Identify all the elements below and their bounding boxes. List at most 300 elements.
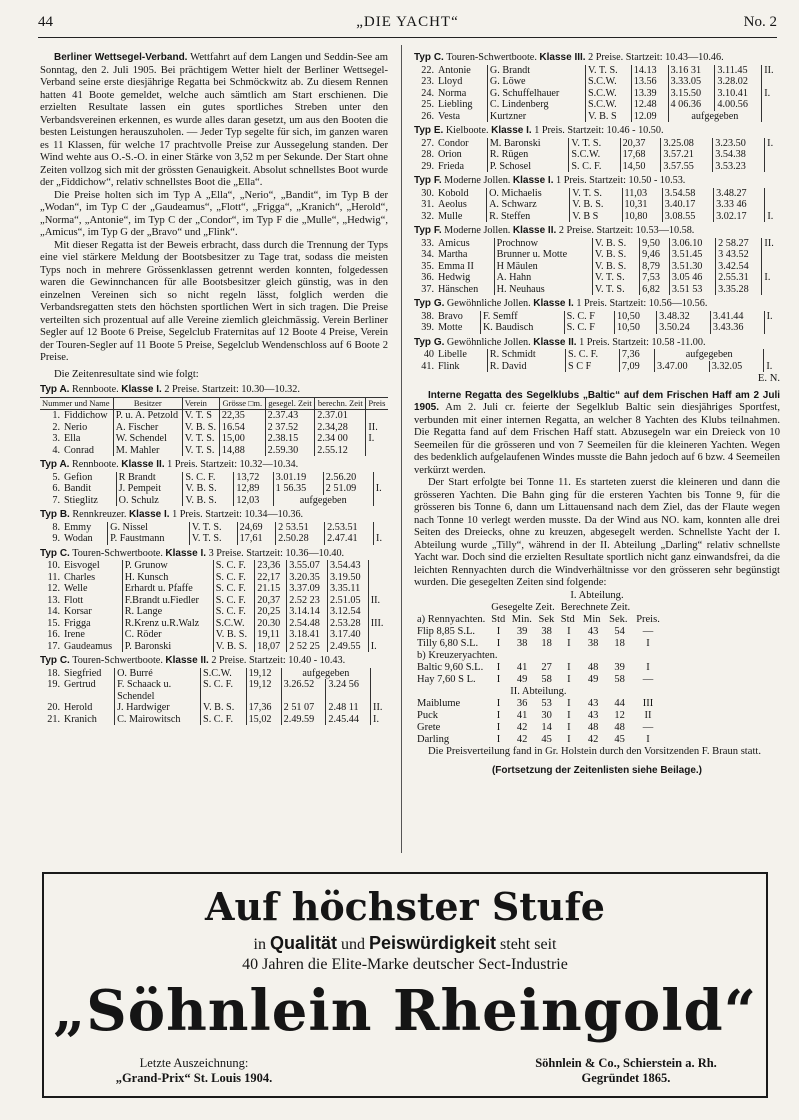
baltic-times-table: [414, 602, 663, 746]
cell-name: Aeolus: [438, 199, 467, 210]
cell-z2: 3.54.38: [713, 149, 765, 161]
cell-g: 22,17: [255, 572, 287, 584]
class-heading: [414, 125, 780, 138]
cell-z2: 2.48 11: [326, 702, 371, 714]
cell-own: P. Grunow: [122, 560, 213, 572]
cell-g: 8,79: [640, 261, 670, 273]
cell-p: I.: [373, 483, 388, 495]
cell-g: 7,53: [640, 272, 670, 284]
cell-z2: 3.35.28: [716, 284, 762, 296]
class-start: Startzeit: 10.34—10.36.: [205, 509, 304, 520]
results-table: [414, 65, 780, 123]
cell-own: O. Schulz: [116, 495, 183, 507]
class-prizes: 2 Preise.: [558, 225, 594, 236]
cell-z2: 3.28.02: [715, 76, 762, 88]
cell-g: 19,12: [246, 668, 281, 680]
cell-v: V. T. S.: [189, 522, 237, 534]
baltic-title: Interne Regatta des Segelklubs „Baltic“ auf dem Frischen Haff am 2 Juli 1905.: [414, 389, 780, 413]
cell-v: S.C.W.: [585, 76, 631, 88]
class-name: Klasse I.: [121, 384, 162, 395]
cell-name: Stieglitz: [64, 494, 98, 506]
cell-a: I: [496, 662, 501, 673]
cell-g: 20,37: [620, 138, 661, 150]
class-heading: [40, 548, 388, 561]
cell-name: Herold: [64, 702, 93, 713]
times-row: [414, 674, 663, 686]
cell-v: S. C. F.: [213, 572, 255, 584]
cell-n: 16.: [47, 629, 60, 640]
class-name: Klasse I.: [491, 125, 532, 136]
cell-z1: 3.57.21: [661, 149, 713, 161]
cell-v: S. C. F.: [213, 560, 255, 572]
cell-n: 14.: [47, 606, 60, 617]
cell-v: S. C. F.: [201, 714, 247, 726]
cell-g: 20,25: [255, 606, 287, 618]
cell-n: 11.: [47, 571, 60, 583]
cell-name: Kobold: [438, 187, 469, 199]
cell-p: [762, 76, 780, 88]
cell-p: I: [646, 734, 650, 745]
cell-f: 58: [614, 674, 625, 685]
cell-g: 9,46: [640, 249, 670, 261]
table-row: [414, 311, 780, 323]
cell-z2: 3.12.54: [327, 606, 368, 618]
class-prizes: 3 Preise.: [208, 547, 244, 559]
cell-own: Schendel: [115, 691, 201, 703]
cell-p: I.: [765, 138, 780, 150]
cell-e: 38: [587, 638, 599, 649]
cell-f: 54: [614, 626, 625, 637]
cell-c: 53: [541, 698, 552, 709]
cell-p: II.: [762, 65, 780, 77]
cell-own: Prochnow: [494, 238, 592, 250]
cell-z2: 2.53.51: [325, 522, 374, 534]
cell-d: I: [567, 638, 571, 649]
cell-own: R. David: [487, 361, 565, 373]
cell-d: I: [567, 698, 571, 709]
cell-p: I: [646, 662, 650, 673]
cell-n: 2.: [52, 421, 60, 433]
cell-g: 17,36: [246, 702, 281, 714]
class-prizes: 1 Preis.: [556, 175, 587, 186]
table-row: [414, 284, 780, 296]
cell-g: 10,80: [622, 211, 662, 223]
cell-name: Orion: [438, 149, 462, 160]
ad-subline: in Qualität und Peiswürdigkeit steht seit: [253, 933, 557, 953]
class-type: Typ G.: [414, 298, 445, 309]
cell-name: Welle: [64, 583, 88, 594]
cell-z2: 2.49.55: [327, 641, 368, 653]
cell-own: R. Steffen: [487, 211, 570, 223]
page-number: 44: [38, 14, 53, 30]
cell-n: 31.: [421, 199, 434, 210]
cell-z2: 2.55.31: [716, 272, 762, 284]
cell-v: V. T. S.: [592, 272, 639, 284]
cell-own: H Mäulen: [494, 261, 592, 273]
cell-b: 49: [516, 674, 528, 685]
cell-own: C. Mairowitsch: [115, 714, 201, 726]
results-table: [414, 138, 780, 173]
cell-z1: 3.05 46: [669, 272, 715, 284]
cell-z1: [281, 691, 326, 703]
cell-name: Gefion: [64, 471, 93, 483]
cell-g: 13,72: [234, 472, 273, 484]
cell-b: 36: [516, 698, 528, 709]
table-row: [40, 560, 388, 572]
table-row: [414, 88, 780, 100]
prizes-paragraph: Die Preise holten sich im Typ A „Ella“, „Nerio“, „Bandit“, im Typ B der „Wodan“, im Typ C der „Gaudeamus“, „Flott“, „Frigga“, „Kranich“, „Herold“, „Norma“, „Antonie“, im Typ C der „Condor“, im Typ F die „Mulle“, „Hedwig“, „Amicus“, im Typ G der „Bravo“ und „Flink“.: [40, 189, 388, 238]
cell-n: 15.: [47, 617, 60, 629]
cell-n: 32.: [421, 210, 434, 222]
class-name: Klasse I.: [533, 298, 574, 309]
cell-p: I.: [371, 714, 388, 726]
cell-z2: 3.10.41: [715, 88, 762, 100]
cell-name: Grete: [417, 722, 441, 733]
cell-z1: 3.40.17: [662, 199, 713, 211]
cell-v: S.C.W.: [213, 618, 255, 630]
cell-name: Emma II: [438, 260, 474, 272]
cell-z2: 3 43.52: [716, 249, 762, 261]
cell-z1: 2.37.43: [265, 410, 315, 422]
cell-p: II: [644, 710, 652, 721]
cell-p: [366, 410, 388, 422]
results-table: [414, 311, 780, 334]
cell-v: S. C. F: [564, 322, 614, 334]
cell-name: Baltic 9,60 S.L.: [417, 662, 484, 673]
cell-a: I: [496, 698, 501, 709]
baltic-paragraph: Interne Regatta des Segelklubs „Baltic“ auf dem Frischen Haff am 2 Juli 1905. Am 2. Juli cr. feierte der Segelklub Baltic sein diesjähriges Sportfest, verbunden mit einer internen Regatta, an welcher 8 Yachten des Klubs teilnahmen. Die Regatta fand auf dem Frischen Haff statt. Abzusegeln war ein Dreieck von 10 Seemeilen für die grösseren und von 7 Seemeilen für die kleineren Yachten. Wegen des bedenklich aufgelaufenen Windes musste die Bahn jedoch auf 6 bzw. 4 Seemeilen verkürzt werden.: [414, 389, 780, 476]
cell-z1: 3.01.19: [273, 472, 323, 484]
cell-p: [762, 261, 780, 273]
class-kind: Gewöhnliche Jollen.: [446, 336, 531, 348]
class-type: Typ F.: [414, 175, 442, 186]
cell-g: 14,50: [620, 161, 661, 173]
cell-p: [765, 199, 780, 211]
cell-z1: 3.51.30: [669, 261, 715, 273]
cell-z1: 3.18.41: [287, 629, 328, 641]
cell-g: 18,07: [255, 641, 287, 653]
cell-name: Eisvogel: [64, 560, 100, 571]
cell-b: 41: [516, 710, 528, 721]
class-start: Startzeit: 10.36—10.40.: [246, 547, 345, 559]
cell-v: V. T. S.: [189, 533, 237, 545]
cell-n: 1.: [52, 410, 60, 421]
class-type: Typ E.: [414, 125, 444, 136]
cell-name: Vesta: [438, 110, 461, 122]
table-row: [414, 211, 780, 223]
cell-d: I: [567, 710, 571, 721]
cell-g: 12,89: [234, 483, 273, 495]
cell-z2: 2.55.12: [315, 445, 366, 457]
cell-p: [371, 668, 388, 680]
cell-g: 9,50: [640, 238, 670, 250]
cell-g: 22,35: [219, 410, 265, 422]
cell-z2: 2.45.44: [326, 714, 371, 726]
cell-g: 23,36: [255, 560, 287, 572]
cell-n: 22.: [421, 64, 434, 76]
cell-z1: 3.26.52: [281, 679, 326, 691]
cell-n: 39.: [421, 322, 434, 333]
cell-name: Ella: [64, 433, 81, 444]
class-name: Klasse I.: [512, 175, 554, 186]
cell-name: Lloyd: [438, 76, 463, 87]
table-row: [414, 261, 780, 273]
cell-g: 10,50: [614, 311, 656, 323]
cell-e: 49: [587, 674, 599, 685]
class-prizes: 1 Preis.: [167, 459, 198, 470]
cell-c: 38: [541, 626, 552, 637]
subsection-row: II. Abteilung.: [510, 686, 567, 697]
cell-p: III.: [368, 618, 388, 630]
cell-z2: 3.32.05: [709, 361, 764, 373]
cell-v: S. C. F: [564, 311, 614, 323]
cell-g: 15,00: [219, 433, 265, 445]
cell-g: 6,82: [640, 284, 670, 296]
cell-p: I.: [762, 272, 780, 284]
cell-own: P. Faustmann: [108, 533, 190, 545]
cell-name: Wodan: [64, 533, 93, 544]
cell-v: V. B. S.: [592, 238, 639, 250]
cell-z1: 3.55.07: [287, 560, 328, 572]
cell-own: H. Kunsch: [122, 572, 213, 584]
cell-own: G. Nissel: [108, 522, 190, 534]
cell-name: Charles: [64, 571, 96, 583]
cell-name: Bravo: [438, 310, 463, 322]
cell-e: 43: [587, 710, 599, 721]
cell-own: F. Schaack u.: [115, 679, 201, 691]
table-row: [40, 714, 388, 726]
issue-number: No. 2: [743, 14, 777, 30]
cell-e: 42: [587, 734, 599, 745]
cell-z1: 3.50.24: [657, 322, 711, 334]
cell-p: [762, 284, 780, 296]
cell-name: Kranich: [64, 713, 97, 725]
cell-own: C. Lindenberg: [487, 99, 585, 111]
cell-g: 13.39: [631, 88, 668, 100]
cell-name: Amicus: [438, 237, 470, 249]
cell-v: V. T. S: [182, 410, 219, 422]
cell-g: 19,12: [246, 679, 281, 691]
cell-own: R. Schmidt: [487, 349, 565, 361]
cell-p: [765, 188, 780, 200]
table-row: [40, 691, 388, 703]
class-prizes: 1 Preis.: [579, 336, 610, 348]
class-heading: [414, 337, 780, 350]
cell-v: S. C. F.: [566, 349, 620, 361]
cell-own: P. u. A. Petzold: [113, 410, 182, 422]
intro-title: Berliner Wettsegel-Verband.: [54, 52, 188, 63]
cell-g: 12.48: [631, 99, 668, 111]
class-type: Typ C.: [40, 547, 70, 559]
cell-v: S. C. F.: [183, 472, 234, 484]
cell-g: 16.54: [219, 422, 265, 434]
class-kind: Touren-Schwertboote.: [72, 655, 163, 666]
cell-p: [373, 495, 388, 507]
cell-z1: 3.57.55: [661, 161, 713, 173]
cell-name: Tilly 6,80 S.L.: [417, 638, 479, 649]
cell-z2: 3.42.54: [716, 261, 762, 273]
cell-e: 43: [587, 626, 599, 637]
cell-z1: 3.16 31: [668, 65, 715, 77]
cell-name: Mulle: [438, 210, 463, 222]
cell-v: S.C.W.: [201, 668, 247, 680]
cell-z1: 2.52 23: [287, 595, 328, 607]
cell-z1: 4 06.36: [668, 99, 715, 111]
table-row: [414, 99, 780, 111]
table-row: [40, 641, 388, 653]
cell-p: [373, 472, 388, 484]
table-row: [40, 679, 388, 691]
cell-z1: 2 51 07: [281, 702, 326, 714]
cell-v: V. T. S.: [570, 188, 622, 200]
cell-v: S. C. F.: [213, 606, 255, 618]
cell-g: 20.30: [255, 618, 287, 630]
cell-g: 11,03: [622, 188, 662, 200]
cell-own: K. Baudisch: [480, 322, 564, 334]
class-name: Klasse II.: [121, 459, 165, 470]
cell-z1: 3.51.45: [669, 249, 715, 261]
cell-n: 20.: [47, 702, 60, 713]
cell-p: I.: [764, 311, 780, 323]
cell-p: [762, 111, 780, 123]
cell-v: V. B. S.: [183, 483, 234, 495]
cell-name: Gertrud: [64, 679, 96, 690]
cell-v: S. C. F.: [569, 161, 620, 173]
cell-name: Antonie: [438, 64, 471, 76]
cell-p: [764, 322, 780, 334]
class-prizes: 1 Preis.: [534, 125, 565, 136]
table-row: [414, 322, 780, 334]
cell-p: —: [642, 722, 654, 733]
class-type: Typ F.: [414, 225, 442, 236]
table-row: [40, 668, 388, 680]
cell-v: V. B S: [570, 211, 622, 223]
column-divider: [401, 45, 402, 853]
cell-n: 17.: [47, 640, 60, 652]
class-heading: [414, 298, 780, 311]
cell-n: 36.: [421, 272, 434, 283]
class-heading: [414, 225, 780, 238]
cell-v: [201, 691, 247, 703]
cell-z1: 3.51 53: [669, 284, 715, 296]
cell-d: I: [567, 662, 571, 673]
class-start: Startzeit: 10.32—10.34.: [200, 459, 299, 470]
ad-tagline: 40 Jahren die Elite-Marke deutscher Sect-Industrie: [242, 956, 568, 973]
cell-own: F. Semff: [480, 311, 564, 323]
cell-n: 38.: [421, 310, 434, 322]
cell-own: G. Löwe: [487, 76, 585, 88]
cell-v: S. C. F.: [213, 595, 255, 607]
cell-z2: 3.23.50: [713, 138, 765, 150]
table-row: [40, 410, 388, 422]
cell-p: [368, 583, 388, 595]
cell-p: [765, 149, 780, 161]
cell-v: V. B. S.: [201, 702, 247, 714]
cell-n: 40: [423, 349, 434, 360]
table-row: [40, 583, 388, 595]
cell-own: P. Schosel: [487, 161, 569, 173]
cell-own: M. Baronski: [487, 138, 569, 150]
class-kind: Moderne Jollen.: [444, 175, 511, 186]
cell-n: 26.: [421, 110, 434, 122]
cell-name: Puck: [417, 710, 438, 721]
class-kind: Touren-Schwertboote.: [446, 52, 537, 63]
cell-g: 14,88: [219, 445, 265, 457]
cell-z1: 2.49.59: [281, 714, 326, 726]
cell-f: 45: [614, 734, 625, 745]
cell-p: [765, 161, 780, 173]
table-row: [40, 472, 388, 484]
cell-z1: 3.37.09: [287, 583, 328, 595]
cell-z2: 3.33 46: [714, 199, 765, 211]
cell-name: Condor: [438, 137, 469, 149]
class-start: Startzeit: 10.46 - 10.50.: [567, 125, 664, 136]
cell-name: Gaudeamus: [64, 640, 113, 652]
cell-a: I: [496, 626, 501, 637]
cell-z2: 3.24 56: [326, 679, 371, 691]
table-row: [414, 349, 780, 361]
cell-own: R Brandt: [116, 472, 183, 484]
class-prizes: 2 Preise.: [164, 384, 200, 395]
cell-g: 24,69: [237, 522, 275, 534]
cell-p: [371, 679, 388, 691]
cell-n: 10.: [47, 560, 60, 571]
table-row: [414, 138, 780, 150]
class-name: Klasse I.: [128, 509, 170, 520]
cell-n: 3.: [52, 433, 60, 444]
closing-paragraph: Die Preisverteilung fand in Gr. Holstein durch den Vorsitzenden F. Braun statt.: [428, 746, 761, 757]
ad-headline: Auf höchster Stufe: [205, 884, 605, 929]
cell-p: I.: [764, 361, 780, 373]
cell-n: 23.: [421, 76, 434, 87]
cell-z1: aufgegeben: [668, 111, 762, 123]
table-row: [40, 618, 388, 630]
cell-b: 41: [516, 662, 528, 673]
cell-own: J. Pempeit: [116, 483, 183, 495]
results-table: [414, 188, 780, 223]
cell-e: 48: [587, 722, 599, 733]
cell-n: 30.: [421, 187, 434, 199]
class-start: Startzeit: 10.30—10.32.: [202, 384, 300, 395]
cell-own: Erhardt u. Pfaffe: [122, 583, 213, 595]
class-kind: Kielboote.: [445, 125, 489, 136]
cell-name: Nerio: [64, 421, 88, 433]
cell-p: II.: [366, 422, 388, 434]
cell-name: Hänschen: [438, 283, 479, 295]
cell-g: 15,02: [246, 714, 281, 726]
cell-z2: 2.56.20: [323, 472, 373, 484]
class-kind: Rennkreuzer.: [72, 509, 127, 520]
conclusion-paragraph: Mit dieser Regatta ist der Beweis erbracht, dass durch die Trennung der Typs eine viel stärkere Meldung der Bootsbesitzer zu Tage trat, sodass die meisten Typs noch in mehrere Grössenklassen getrennt werden konnten, folgedessen waren die Gewinnchancen für alle Bootsbesitzer gleich günstig, was in den einzelnen Vereinen sich so nicht regeln lässt, folglich werden die Verbandsregatten stets den höchsten sportlichen Wert in sich tragen. Die Preise verteilten sich prozentual auf alle Vereine ziemlich gleichmässig. Verein Berliner Segler auf 12 Boote 6 Preise, Segelclub Fraternitas auf 12 Boote 4 Preise, Verein der Touren-Segler auf 11 Boote 5 Preise, Segelclub Wendenschloss auf 6 Boote 2 Preise.: [40, 239, 388, 363]
cell-name: Motte: [438, 322, 463, 333]
table-row: [40, 572, 388, 584]
cell-v: V. T. S.: [585, 65, 631, 77]
cell-g: 17,68: [620, 149, 661, 161]
cell-name: Frieda: [438, 160, 465, 172]
section-label: I. Abteilung.: [570, 589, 624, 601]
cell-c: 30: [541, 710, 552, 721]
cell-d: I: [567, 626, 571, 637]
cell-p: —: [642, 626, 654, 637]
cell-f: 12: [614, 710, 625, 721]
cell-v: V. T. S.: [182, 433, 219, 445]
cell-p: III: [642, 698, 654, 709]
cell-z2: 3.54.43: [327, 560, 368, 572]
cell-g: 7,36: [619, 349, 654, 361]
cell-n: 12.: [47, 583, 60, 594]
table-row: [40, 629, 388, 641]
class-type: Typ C.: [414, 52, 444, 63]
